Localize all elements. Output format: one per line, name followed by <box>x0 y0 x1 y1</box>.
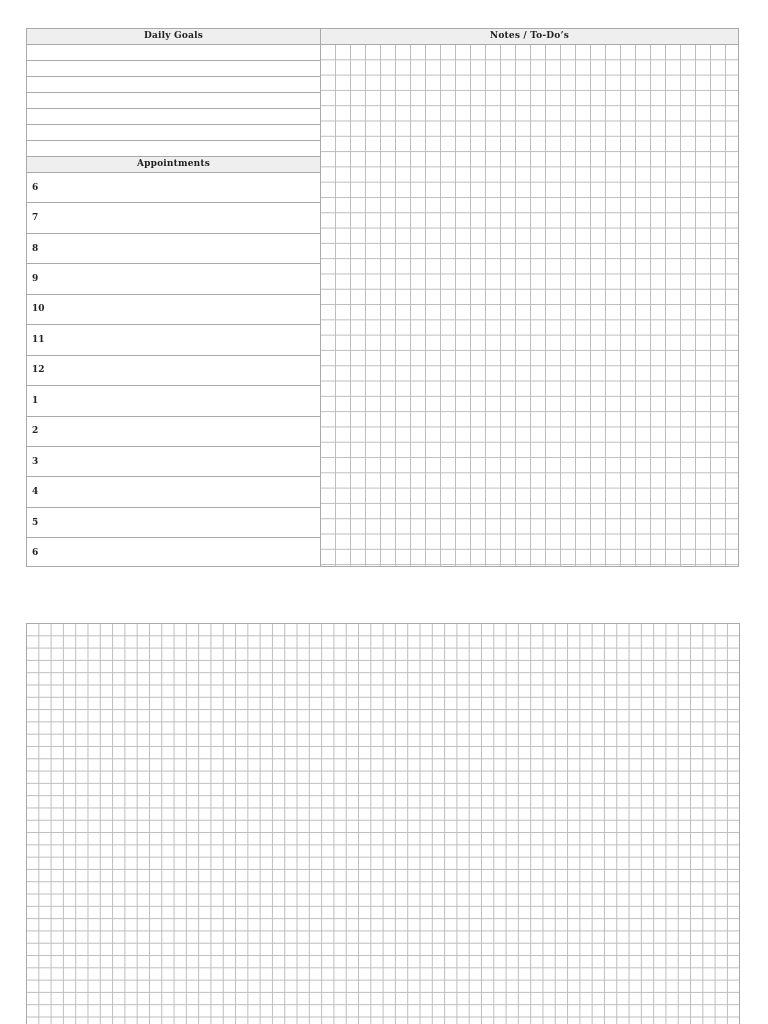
goal-line[interactable] <box>27 125 320 141</box>
appointment-hour-label: 8 <box>32 243 39 254</box>
appointment-row[interactable] <box>27 203 320 233</box>
notes-grid[interactable] <box>321 45 738 566</box>
appointments-header: Appointments <box>27 157 320 173</box>
left-column <box>27 29 321 566</box>
appointment-hour-label: 6 <box>32 547 39 558</box>
appointment-hour-label: 2 <box>32 426 39 437</box>
goal-line[interactable] <box>27 61 320 77</box>
notes-header: Notes / To-Do’s <box>321 29 738 45</box>
daily-goals-lines <box>27 45 320 157</box>
appointment-row[interactable] <box>27 264 320 294</box>
appointment-hour-label: 4 <box>32 487 39 498</box>
appointment-row[interactable] <box>27 508 320 538</box>
planner-page-top <box>26 28 739 567</box>
appointment-row[interactable] <box>27 386 320 416</box>
appointment-row[interactable] <box>27 295 320 325</box>
goal-line[interactable] <box>27 141 320 157</box>
notes-column <box>321 29 738 566</box>
appointment-row[interactable] <box>27 173 320 203</box>
appointment-row[interactable] <box>27 477 320 507</box>
goal-line[interactable] <box>27 93 320 109</box>
goal-line[interactable] <box>27 45 320 61</box>
goal-line[interactable] <box>27 77 320 93</box>
appointment-hour-label: 11 <box>32 334 45 345</box>
appointment-hour-label: 3 <box>32 456 39 467</box>
appointment-row[interactable] <box>27 417 320 447</box>
daily-goals-header: Daily Goals <box>27 29 320 45</box>
appointments-list <box>27 173 320 568</box>
appointment-row[interactable] <box>27 356 320 386</box>
appointment-row[interactable] <box>27 325 320 355</box>
appointment-row[interactable] <box>27 447 320 477</box>
appointment-hour-label: 10 <box>32 304 45 315</box>
appointment-row[interactable] <box>27 538 320 567</box>
appointment-hour-label: 5 <box>32 517 39 528</box>
lower-notes-grid[interactable] <box>26 623 740 1024</box>
appointment-hour-label: 7 <box>32 213 39 224</box>
goal-line[interactable] <box>27 109 320 125</box>
appointment-hour-label: 6 <box>32 182 39 193</box>
appointment-hour-label: 12 <box>32 365 45 376</box>
appointment-hour-label: 1 <box>32 395 39 406</box>
appointment-row[interactable] <box>27 234 320 264</box>
appointment-hour-label: 9 <box>32 274 39 285</box>
